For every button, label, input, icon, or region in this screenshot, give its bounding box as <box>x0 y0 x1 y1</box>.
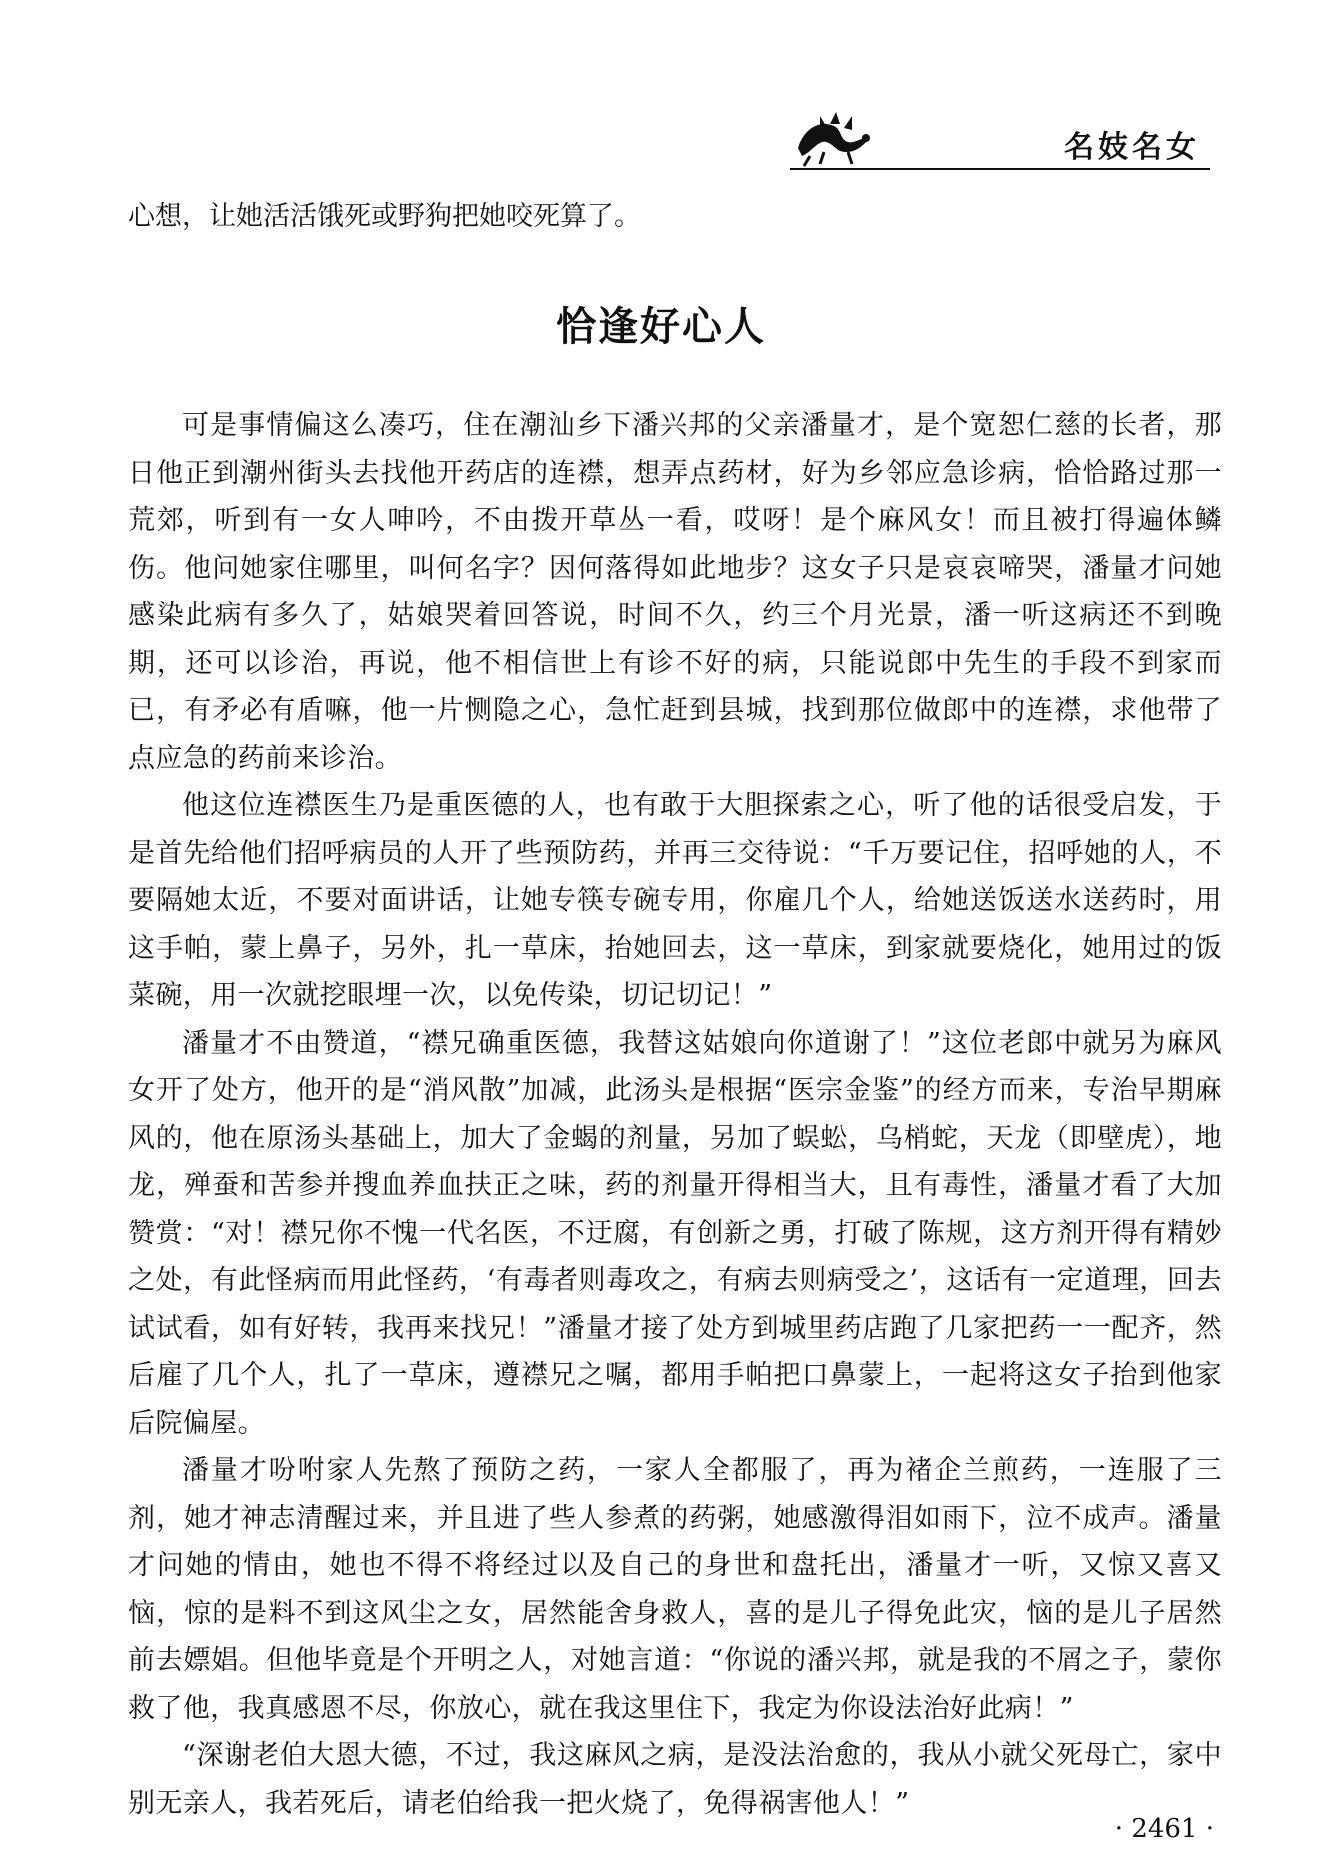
header-rule <box>790 168 1210 170</box>
dragon-icon <box>790 108 880 168</box>
paragraph: “深谢老伯大恩大德，不过，我这麻风之病，是没法治愈的，我从小就父死母亡，家中别无亲人，我若死后，请老伯给我一把火烧了，免得祸害他人！” <box>128 1740 1222 1819</box>
body-text <box>128 402 1222 1827</box>
header-title: 名妓名女 <box>1064 130 1200 165</box>
section-title: 恰逢好心人 <box>556 304 766 350</box>
paragraph: 他这位连襟医生乃是重医德的人，也有敢于大胆探索之心，听了他的话很受启发，于是首先给他们招呼病员的人开了些预防药，并再三交待说：“千万要记住，招呼她的人，不要隔她太近，不要对面讲话，让她专筷专碗专用，你雇几个人，给她送饭送水送药时，用这手帕，蒙上鼻子，另外，扎一草床，抬她回去，这一草床，到家就要烧化，她用过的饭菜碗，用一次就挖眼埋一次，以免传染，切记切记！” <box>128 790 1222 1011</box>
paragraph: 可是事情偏这么凑巧，住在潮汕乡下潘兴邦的父亲潘量才，是个宽恕仁慈的长者，那日他正到潮州街头去找他开药店的连襟，想弄点药材，好为乡邻应急诊病，恰恰路过那一荒郊，听到有一女人呻吟，不由拨开草丛一看，哎呀！是个麻风女！而且被打得遍体鳞伤。他问她家住哪里，叫何名字？因何落得如此地步？这女子只是哀哀啼哭，潘量才问她感染此病有多久了，姑娘哭着回答说，时间不久，约三个月光景，潘一听这病还不到晚期，还可以诊治，再说，他不相信世上有诊不好的病，只能说郎中先生的手段不到家而已，有矛必有盾嘛，他一片恻隐之心，急忙赶到县城，找到那位做郎中的连襟，求他带了点应急的药前来诊治。 <box>128 410 1222 774</box>
page-number: · 2461 · <box>1114 1814 1214 1844</box>
running-header <box>790 100 1210 172</box>
paragraph: 潘量才吩咐家人先熬了预防之药，一家人全都服了，再为褚企兰煎药，一连服了三剂，她才神志清醒过来，并且进了些人参煮的药粥，她感激得泪如雨下，泣不成声。潘量才问她的情由，她也不得不将经过以及自己的身世和盘托出，潘量才一听，又惊又喜又恼，惊的是料不到这风尘之女，居然能舍身救人，喜的是儿子得免此灾，恼的是儿子居然前去嫖娼。但他毕竟是个开明之人，对她言道：“你说的潘兴邦，就是我的不屑之子，蒙你救了他，我真感恩不尽，你放心，就在我这里住下，我定为你设法治好此病！” <box>128 1455 1222 1724</box>
paragraph: 潘量才不由赞道，“襟兄确重医德，我替这姑娘向你道谢了！”这位老郎中就另为麻风女开了处方，他开的是“消风散”加减，此汤头是根据“医宗金鉴”的经方而来，专治早期麻风的，他在原汤头基础上，加大了金蝎的剂量，另加了蜈蚣，乌梢蛇，天龙（即壁虎），地龙，殚蚕和苦参并搜血养血扶正之味，药的剂量开得相当大，且有毒性，潘量才看了大加赞赏：“对！襟兄你不愧一代名医，不迂腐，有创新之勇，打破了陈规，这方剂开得有精妙之处，有此怪病而用此怪药，‘有毒者则毒攻之，有病去则病受之’，这话有一定道理，回去试试看，如有好转，我再来找兄！”潘量才接了处方到城里药店跑了几家把药一一配齐，然后雇了几个人，扎了一草床，遵襟兄之嘱，都用手帕把口鼻蒙上，一起将这女子抬到他家后院偏屋。 <box>128 1027 1222 1439</box>
continuation-paragraph: 心想，让她活活饿死或野狗把她咬死算了。 <box>128 201 641 232</box>
